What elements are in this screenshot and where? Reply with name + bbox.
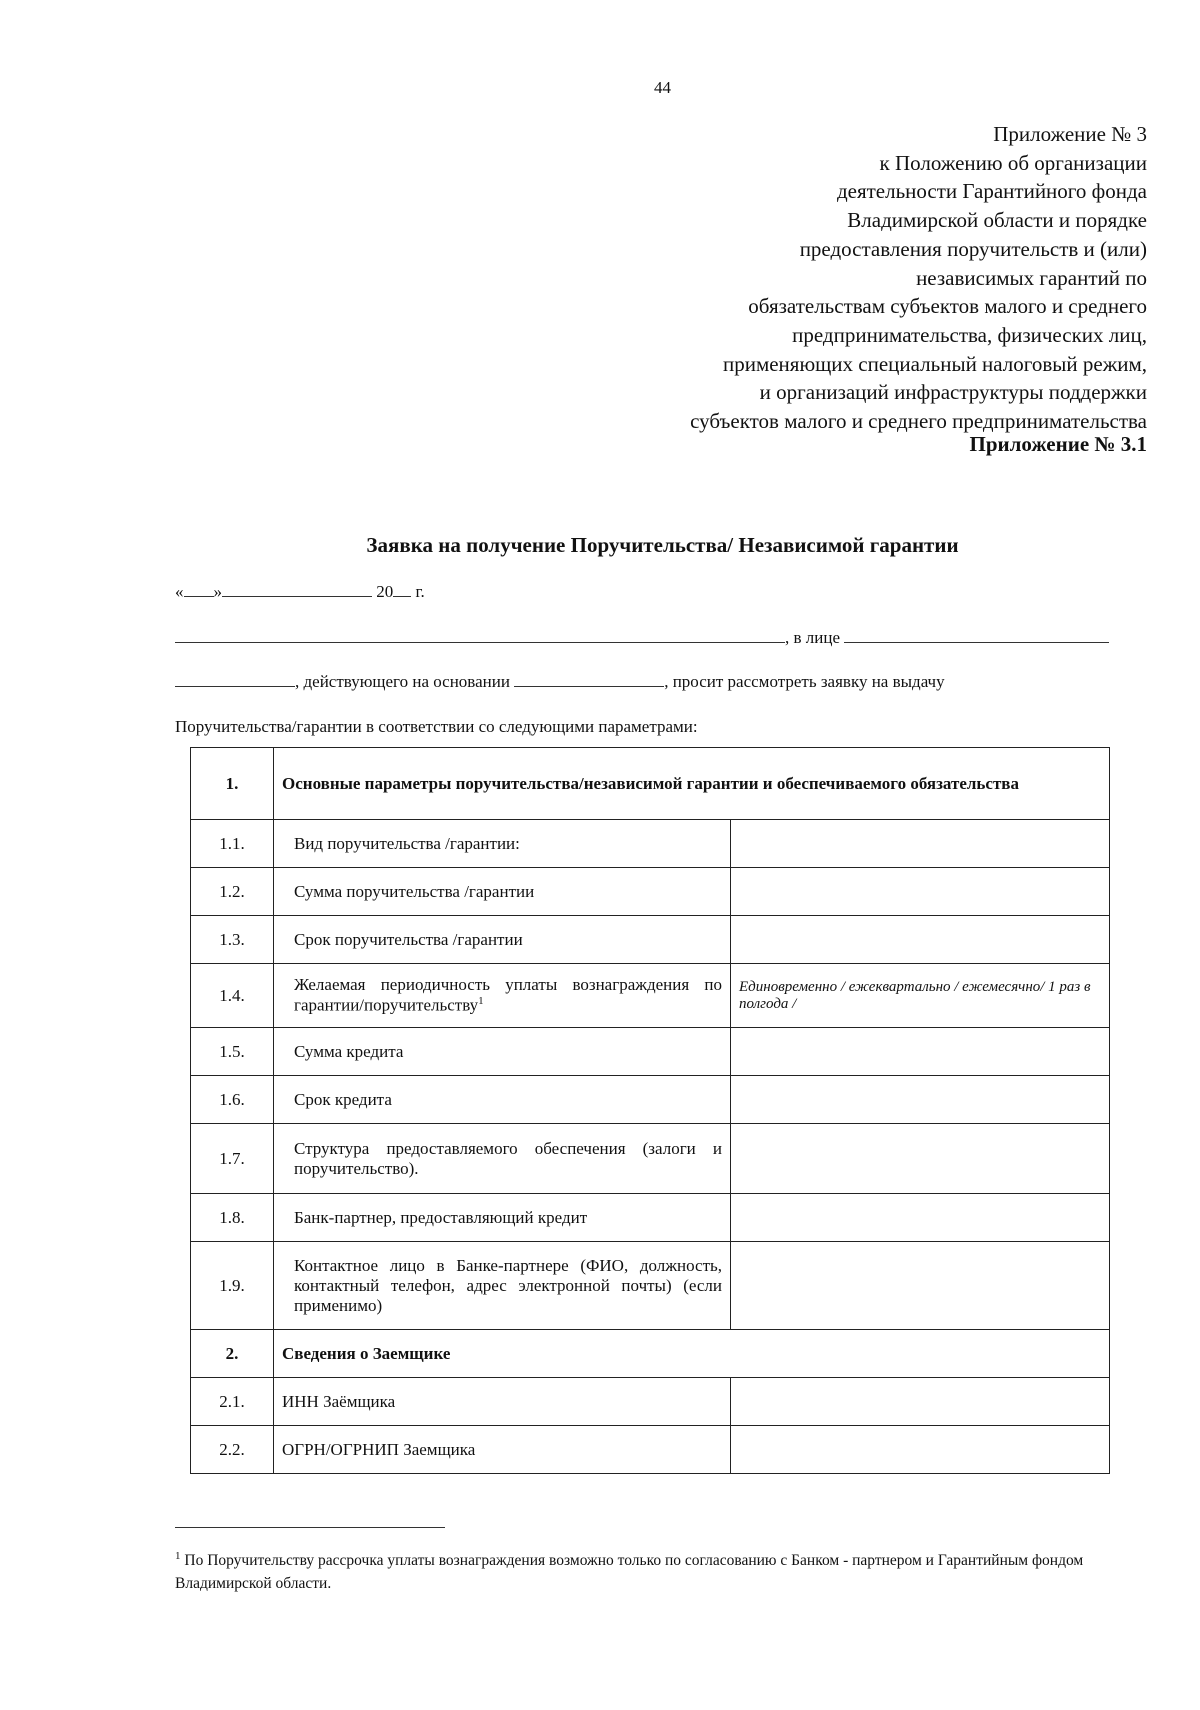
row-label: [274, 1028, 731, 1076]
in-person-label: , в лице: [785, 628, 841, 647]
appendix-line: обязательствам субъектов малого и среднего: [748, 294, 1147, 319]
table-row: [191, 868, 1110, 916]
request-label: , просит рассмотреть заявку на выдачу: [664, 672, 945, 691]
row-value-cell[interactable]: [731, 1378, 1110, 1426]
date-close-quote: »: [213, 582, 222, 601]
row-number: 1.: [191, 748, 274, 820]
row-number: 2.2.: [191, 1426, 274, 1474]
basis-blank[interactable]: [514, 672, 664, 687]
parameters-table: [190, 747, 1110, 1474]
row-number: 1.3.: [191, 916, 274, 964]
table-row: [191, 1028, 1110, 1076]
footnote-divider: [175, 1527, 445, 1528]
table-row: [191, 964, 1110, 1028]
row-number: 2.1.: [191, 1378, 274, 1426]
table-row: [191, 1194, 1110, 1242]
row-label: [274, 964, 731, 1028]
year-suffix: г.: [415, 582, 425, 601]
date-open-quote: «: [175, 582, 184, 601]
row-value-cell[interactable]: [731, 820, 1110, 868]
row-label-text: Структура предоставляемого обеспечения (залоги и поручительство).: [294, 1138, 722, 1178]
row-number: 1.7.: [191, 1124, 274, 1194]
appendix-line: Владимирской области и порядке: [847, 208, 1147, 233]
row-value-cell[interactable]: [731, 1076, 1110, 1124]
row-number: 2.: [191, 1330, 274, 1378]
month-blank[interactable]: [222, 582, 372, 597]
appendix-line: предпринимательства, физических лиц,: [792, 322, 1147, 347]
document-title: Заявка на получение Поручительства/ Независимой гарантии: [366, 533, 959, 557]
row-value-cell[interactable]: Единовременно / ежеквартально / ежемесячно/ 1 раз в полгода /: [731, 964, 1110, 1028]
footnote-ref: 1: [478, 995, 484, 1008]
section-row: [191, 748, 1110, 820]
row-number: 1.2.: [191, 868, 274, 916]
footnote-mark: 1: [175, 1550, 181, 1562]
page-number: 44: [654, 78, 671, 97]
row-label: [274, 1242, 731, 1330]
appendix-line: деятельности Гарантийного фонда: [836, 179, 1147, 204]
row-label-text: Сумма поручительства /гарантии: [294, 881, 535, 901]
table-row: [191, 820, 1110, 868]
row-label-text: Срок кредита: [294, 1089, 392, 1109]
row-label: [274, 1124, 731, 1194]
row-value-cell[interactable]: [731, 1124, 1110, 1194]
row-label-text: Срок поручительства /гарантии: [294, 929, 523, 949]
row-label-text: Сумма кредита: [294, 1041, 404, 1061]
appendix-line: субъектов малого и среднего предпринимательства: [690, 409, 1147, 434]
basis-line: [175, 672, 945, 692]
row-label-text: Желаемая периодичность уплаты вознаграждения по гарантии/поручительству: [294, 975, 722, 1015]
representative-cont-blank[interactable]: [175, 672, 295, 687]
table-row: [191, 916, 1110, 964]
row-label-text: Вид поручительства /гарантии:: [294, 833, 520, 853]
row-label: [274, 868, 731, 916]
row-label-text: ИНН Заёмщика: [274, 1378, 731, 1426]
appendix-header: [507, 120, 1147, 436]
row-label-text: ОГРН/ОГРНИП Заемщика: [274, 1426, 731, 1474]
row-value-cell[interactable]: [731, 1242, 1110, 1330]
applicant-name-blank[interactable]: [175, 628, 785, 643]
year-blank[interactable]: [393, 582, 411, 597]
representative-blank[interactable]: [844, 628, 1109, 643]
row-value-cell[interactable]: [731, 1426, 1110, 1474]
table-row: [191, 1242, 1110, 1330]
row-label: [274, 1076, 731, 1124]
footnote: [175, 1545, 1150, 1595]
row-label: [274, 820, 731, 868]
row-label: [274, 916, 731, 964]
day-blank[interactable]: [184, 582, 214, 597]
row-label: [274, 1194, 731, 1242]
table-row: [191, 1076, 1110, 1124]
row-value-cell[interactable]: [731, 868, 1110, 916]
row-label-wrap: [282, 975, 722, 1016]
acting-basis-label: , действующего на основании: [295, 672, 510, 691]
row-value-cell[interactable]: [731, 1194, 1110, 1242]
row-number: 1.4.: [191, 964, 274, 1028]
appendix-line: предоставления поручительств и (или): [799, 236, 1147, 261]
appendix-line: Приложение № 3: [993, 122, 1147, 146]
section-title: Основные параметры поручительства/независимой гарантии и обеспечиваемого обязательства: [274, 748, 1110, 820]
year-prefix: 20: [376, 582, 394, 601]
row-value-cell[interactable]: [731, 916, 1110, 964]
row-number: 1.8.: [191, 1194, 274, 1242]
table-row: [191, 1124, 1110, 1194]
row-number: 1.9.: [191, 1242, 274, 1330]
row-number: 1.1.: [191, 820, 274, 868]
appendix-line: и организаций инфраструктуры поддержки: [759, 380, 1147, 405]
footnote-text: По Поручительству рассрочка уплаты вознаграждения возможно только по согласованию с Банком - партнером и Гарантийным фондом Владимирской области.: [175, 1552, 1084, 1593]
applicant-line: [175, 628, 1109, 648]
appendix-subtitle: Приложение № 3.1: [969, 432, 1147, 456]
table-row: [191, 1378, 1110, 1426]
row-number: 1.5.: [191, 1028, 274, 1076]
intro-line: Поручительства/гарантии в соответствии со следующими параметрами:: [175, 717, 698, 736]
section-title: Сведения о Заемщике: [274, 1330, 1110, 1378]
row-label-text: Банк-партнер, предоставляющий кредит: [294, 1207, 588, 1227]
table-row: [191, 1426, 1110, 1474]
appendix-line: применяющих специальный налоговый режим,: [722, 351, 1147, 376]
appendix-line: независимых гарантий по: [916, 265, 1147, 290]
appendix-line: к Положению об организации: [879, 150, 1147, 175]
row-number: 1.6.: [191, 1076, 274, 1124]
row-value-cell[interactable]: [731, 1028, 1110, 1076]
section-row: [191, 1330, 1110, 1378]
row-label-text: Контактное лицо в Банке-партнере (ФИО, должность, контактный телефон, адрес электронной почты) (если применимо): [294, 1255, 722, 1315]
date-line: [175, 582, 425, 602]
